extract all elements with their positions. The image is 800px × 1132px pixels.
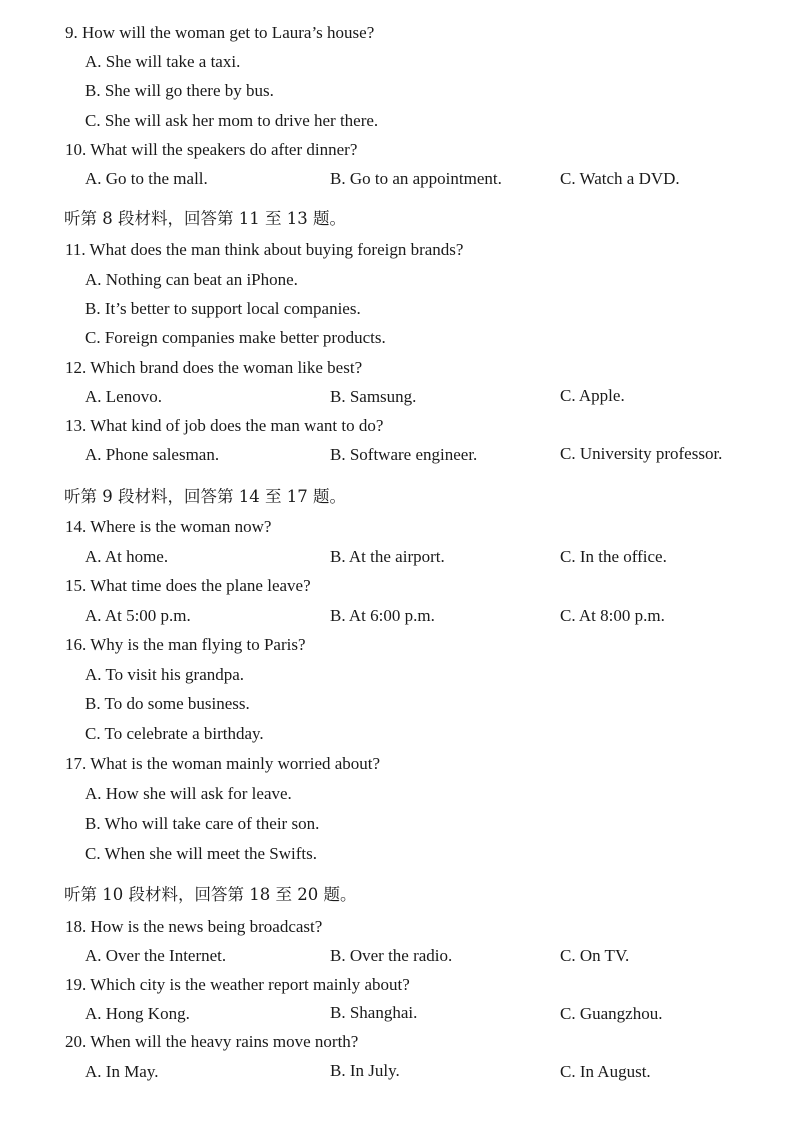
q20-option-c: C. In August. xyxy=(560,1062,651,1081)
section-heading-8: 听第 8 段材料，回答第 11 至 13 题。 xyxy=(64,209,346,228)
q15-option-a: A. At 5:00 p.m. xyxy=(85,606,191,625)
q18-option-c: C. On TV. xyxy=(560,946,630,965)
q18-option-a: A. Over the Internet. xyxy=(85,946,227,965)
q9-option-c: C. She will ask her mom to drive her there. xyxy=(85,111,379,130)
question-14: 14. Where is the woman now? xyxy=(65,517,272,536)
q17-option-c: C. When she will meet the Swifts. xyxy=(85,844,317,863)
q10-option-b: B. Go to an appointment. xyxy=(330,169,502,188)
question-13: 13. What kind of job does the man want to do? xyxy=(65,416,384,435)
q13-option-c: C. University professor. xyxy=(560,444,723,463)
q9-option-b: B. She will go there by bus. xyxy=(85,81,274,100)
q13-option-b: B. Software engineer. xyxy=(330,445,478,464)
q14-option-b: B. At the airport. xyxy=(330,547,445,566)
q16-option-b: B. To do some business. xyxy=(85,694,250,713)
q10-option-a: A. Go to the mall. xyxy=(85,169,208,188)
section-heading-9: 听第 9 段材料，回答第 14 至 17 题。 xyxy=(64,487,346,506)
question-11: 11. What does the man think about buying foreign brands? xyxy=(65,240,464,259)
question-15: 15. What time does the plane leave? xyxy=(65,576,311,595)
q17-option-b: B. Who will take care of their son. xyxy=(85,814,320,833)
q16-option-c: C. To celebrate a birthday. xyxy=(85,724,264,743)
section-heading-10: 听第 10 段材料，回答第 18 至 20 题。 xyxy=(64,885,357,904)
q10-option-c: C. Watch a DVD. xyxy=(560,169,680,188)
question-9: 9. How will the woman get to Laura’s house? xyxy=(65,23,375,42)
question-18: 18. How is the news being broadcast? xyxy=(65,917,323,936)
q12-option-a: A. Lenovo. xyxy=(85,387,162,406)
q11-option-c: C. Foreign companies make better products. xyxy=(85,328,386,347)
q19-option-b: B. Shanghai. xyxy=(330,1003,418,1022)
q19-option-c: C. Guangzhou. xyxy=(560,1004,663,1023)
q12-option-b: B. Samsung. xyxy=(330,387,417,406)
q16-option-a: A. To visit his grandpa. xyxy=(85,665,245,684)
question-12: 12. Which brand does the woman like best? xyxy=(65,358,363,377)
question-19: 19. Which city is the weather report mainly about? xyxy=(65,975,410,994)
question-17: 17. What is the woman mainly worried about? xyxy=(65,754,381,773)
q19-option-a: A. Hong Kong. xyxy=(85,1004,190,1023)
q20-option-a: A. In May. xyxy=(85,1062,159,1081)
q14-option-a: A. At home. xyxy=(85,547,169,566)
q15-option-b: B. At 6:00 p.m. xyxy=(330,606,435,625)
q11-option-a: A. Nothing can beat an iPhone. xyxy=(85,270,298,289)
q12-option-c: C. Apple. xyxy=(560,386,625,405)
question-20: 20. When will the heavy rains move north? xyxy=(65,1032,359,1051)
q20-option-b: B. In July. xyxy=(330,1061,400,1080)
q14-option-c: C. In the office. xyxy=(560,547,667,566)
q18-option-b: B. Over the radio. xyxy=(330,946,453,965)
q9-option-a: A. She will take a taxi. xyxy=(85,52,241,71)
q15-option-c: C. At 8:00 p.m. xyxy=(560,606,665,625)
q11-option-b: B. It’s better to support local companies. xyxy=(85,299,361,318)
question-10: 10. What will the speakers do after dinner? xyxy=(65,140,358,159)
q17-option-a: A. How she will ask for leave. xyxy=(85,784,292,803)
question-16: 16. Why is the man flying to Paris? xyxy=(65,635,306,654)
q13-option-a: A. Phone salesman. xyxy=(85,445,220,464)
